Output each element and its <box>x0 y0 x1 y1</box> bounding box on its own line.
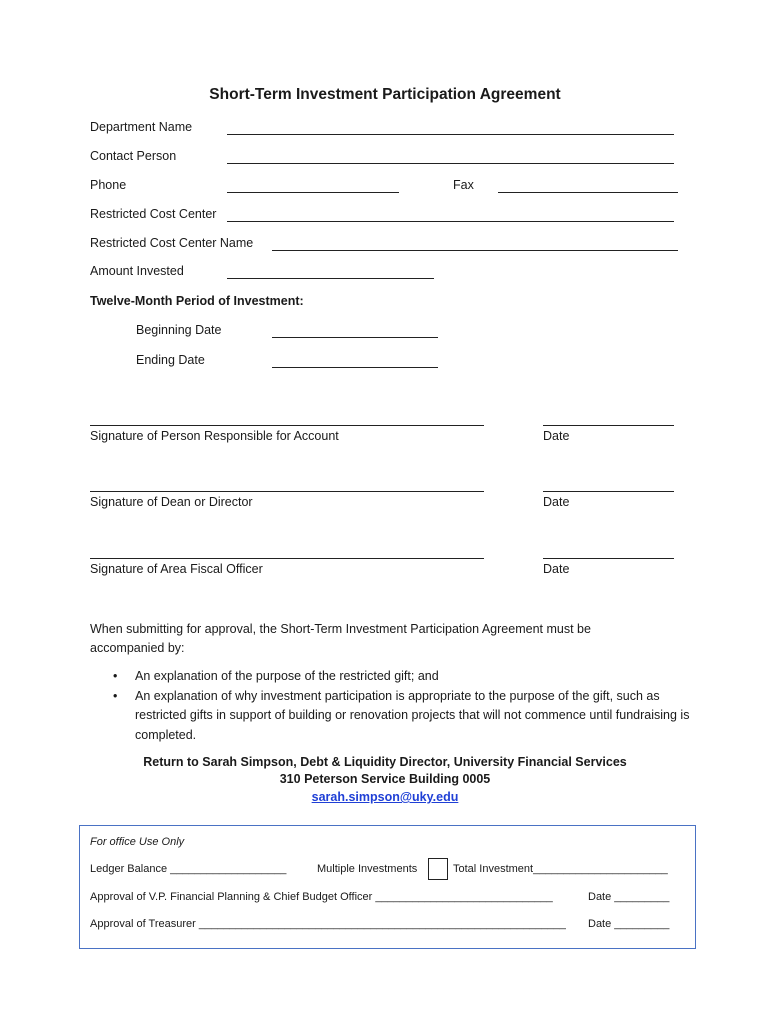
ledger-balance-field[interactable]: Ledger Balance ___________________ <box>90 863 287 875</box>
ending-date-label: Ending Date <box>136 353 205 367</box>
requirements-list <box>90 667 690 745</box>
beginning-date-field[interactable] <box>272 337 438 338</box>
restricted-cost-center-name-label: Restricted Cost Center Name <box>90 236 254 250</box>
fax-label: Fax <box>453 178 474 192</box>
phone-field[interactable] <box>227 192 399 193</box>
multiple-investments-checkbox[interactable] <box>428 858 448 880</box>
restricted-cost-center-name-field[interactable] <box>272 250 678 251</box>
fax-field[interactable] <box>498 192 678 193</box>
instructions-intro: When submitting for approval, the Short-Term Investment Participation Agreement must be accompanied by: <box>90 622 591 655</box>
date-label-fiscal-officer: Date <box>543 562 570 576</box>
return-address: 310 Peterson Service Building 0005 <box>279 772 491 786</box>
total-investment-field[interactable]: Total Investment______________________ <box>453 863 668 875</box>
amount-invested-label: Amount Invested <box>90 264 184 278</box>
date-line-fiscal-officer[interactable] <box>543 558 674 559</box>
ending-date-field[interactable] <box>272 367 438 368</box>
email-link[interactable]: sarah.simpson@uky.edu <box>311 790 459 804</box>
requirement-text: An explanation of the purpose of the restricted gift; and <box>135 669 439 683</box>
beginning-date-label: Beginning Date <box>136 323 222 337</box>
contact-person-label: Contact Person <box>90 149 177 163</box>
form-title: Short-Term Investment Participation Agreement <box>209 86 561 103</box>
signature-label-responsible: Signature of Person Responsible for Account <box>90 429 339 443</box>
contact-person-field[interactable] <box>227 163 674 164</box>
department-name-label: Department Name <box>90 120 193 134</box>
signature-label-dean: Signature of Dean or Director <box>90 495 253 509</box>
approval-vp-field[interactable]: Approval of V.P. Financial Planning & Chief Budget Officer _____________________________ <box>90 891 553 903</box>
period-heading: Twelve-Month Period of Investment: <box>90 294 304 308</box>
signature-line-fiscal-officer[interactable] <box>90 558 484 559</box>
date-line-dean[interactable] <box>543 491 674 492</box>
multiple-investments-label: Multiple Investments <box>317 863 418 875</box>
bullet-icon: • <box>113 669 118 683</box>
date-line-responsible[interactable] <box>543 425 674 426</box>
approval-vp-date-field[interactable]: Date _________ <box>588 891 670 903</box>
phone-label: Phone <box>90 178 127 192</box>
department-name-field[interactable] <box>227 134 674 135</box>
approval-treasurer-field[interactable]: Approval of Treasurer ____________________________________________________________ <box>90 918 566 930</box>
list-item <box>90 667 690 687</box>
date-label-dean: Date <box>543 495 570 509</box>
return-to-line: Return to Sarah Simpson, Debt & Liquidity Director, University Financial Services <box>143 755 627 769</box>
approval-treasurer-date-field[interactable]: Date _________ <box>588 918 670 930</box>
bullet-icon: • <box>113 688 118 703</box>
signature-line-responsible[interactable] <box>90 425 484 426</box>
amount-invested-field[interactable] <box>227 278 434 279</box>
office-use-heading: For office Use Only <box>90 836 185 848</box>
date-label-responsible: Date <box>543 429 570 443</box>
restricted-cost-center-label: Restricted Cost Center <box>90 207 217 221</box>
signature-line-dean[interactable] <box>90 491 484 492</box>
office-use-box <box>79 825 696 949</box>
requirement-text: An explanation of why investment participation is appropriate to the purpose of the gift, such as restricted gifts in support of building or renovation projects that will not commence until fundraising is completed. <box>135 688 690 742</box>
signature-label-fiscal-officer: Signature of Area Fiscal Officer <box>90 562 263 576</box>
restricted-cost-center-field[interactable] <box>227 221 674 222</box>
list-item <box>90 687 690 746</box>
